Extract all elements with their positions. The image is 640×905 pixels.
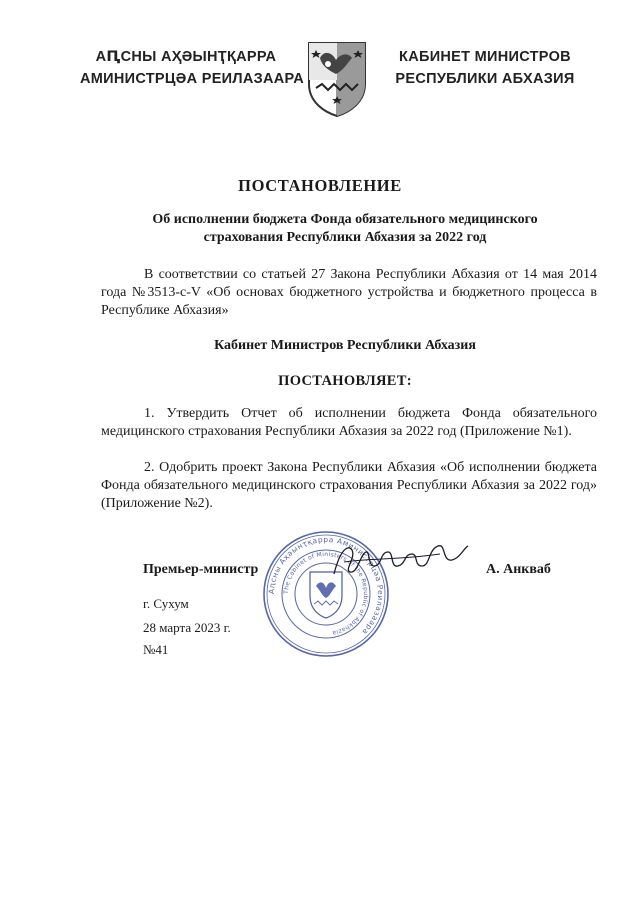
document-city: г. Сухум	[143, 596, 189, 611]
document-date: 28 марта 2023 г.	[143, 620, 231, 635]
header-left-line2: АМИНИСТРЦӘА РЕИЛАЗААРА	[80, 71, 305, 87]
header-left-line1: АԤСНЫ АҲӘЫНҬҚАРРА	[95, 49, 277, 65]
header-right-line1: КАБИНЕТ МИНИСТРОВ	[399, 49, 571, 65]
item-1-paragraph: 1. Утвердить Отчет об исполнении бюджета Фонда обязательного медицинского страхования Республики Абхазия за 2022 год (Приложение №1).	[101, 406, 597, 439]
header-right-russian	[380, 46, 590, 90]
document-number: №41	[143, 642, 169, 657]
seal-outer-text: Аԥсны Аҳәынҭқарра Аминистрцәа Реилазаара	[266, 534, 386, 637]
header-right-line2: РЕСПУБЛИКИ АБХАЗИЯ	[395, 71, 575, 87]
seal-inner-text: The Cabinet of Ministers of the Republic of Abkhazia	[282, 550, 370, 637]
signatory-position: Премьер-министр	[143, 562, 259, 577]
header-left-abkhaz	[80, 46, 305, 90]
document-subtitle	[90, 211, 600, 247]
subtitle-line2: страхования Республики Абхазия за 2022 год	[203, 230, 487, 245]
decree-word: ПОСТАНОВЛЯЕТ:	[278, 373, 412, 389]
item-2-paragraph: 2. Одобрить проект Закона Республики Абхазия «Об исполнении бюджета Фонда обязательного медицинского страхования Республики Абхазия за 2022 год» (Приложение №2).	[101, 460, 597, 511]
issuer-heading: Кабинет Министров Республики Абхазия	[214, 338, 476, 353]
preamble-paragraph: В соответствии со статьей 27 Закона Республики Абхазия от 14 мая 2014 года №3513-с-V «Об основах бюджетного устройства и бюджетного процесса в Республике Абхазия»	[101, 267, 597, 318]
handwritten-signature-icon	[330, 540, 470, 582]
abkhazia-coat-of-arms-icon	[306, 40, 368, 118]
subtitle-line1: Об исполнении бюджета Фонда обязательного медицинского	[152, 212, 538, 227]
signatory-name: А. Анкваб	[486, 562, 551, 577]
document-title: ПОСТАНОВЛЕНИЕ	[238, 176, 402, 195]
